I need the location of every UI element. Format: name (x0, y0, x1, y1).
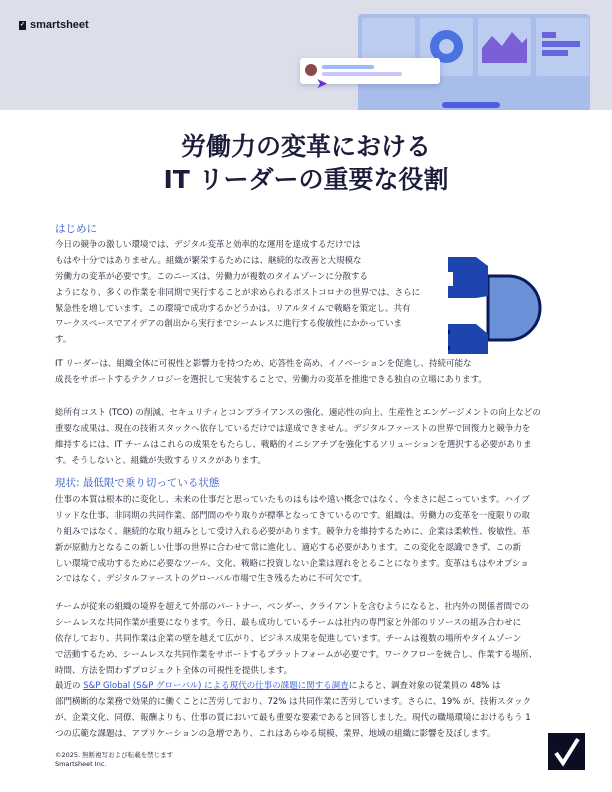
footer: ©2025. 無断複写および転載を禁じます Smartsheet Inc. (55, 751, 174, 768)
paragraph: IT リーダーは、組織全体に可視性と影響力を持つため、応答性を高め、イノベーションを促進し、持続可能な 成長をサポートするテクノロジーを選択して実装することで、労働力の変革を推進できる独自の立場にあります。 (55, 359, 487, 385)
sp-global-survey-link[interactable]: S&P Global (S&P グローバル) による現代の仕事の課題に関する調査 (83, 681, 349, 692)
plug-illustration (448, 244, 548, 354)
checkmark-icon: ✓ (19, 21, 26, 28)
section-heading-status: 現状: 最低限で乗り切っている状態 (55, 477, 220, 489)
section-heading-intro: はじめに (55, 223, 97, 235)
paragraph: 今日の競争の激しい環境では、デジタル変革と効率的な運用を達成するだけでは もはや十分ではありません。組織が繁栄するためには、継続的な改善と大規模な 労働力の変革が必要です。このニーズは、労働力が複数のタイムゾーンに分散する ようになり、多くの作業を非同期で実行することが求められるポストコロナの世界では、さらに 緊急性を増しています。この環境で成功するかどうかは、リアルタイムで戦略を策定し、共有 ワークスペースでアイデアの創出から実行までシームレスに進行する俊敏性にかかっていま す。 (55, 240, 421, 346)
smartsheet-logo: ✓ smartsheet (19, 19, 89, 31)
paragraph: チームが従来の組織の境界を超えて外部のパートナー、ベンダー、クライアントを含むようになると、社内外の関係者間での シームレスな共同作業が重要になります。今日、最も成功しているチームは社内の専門家と外部のリソースの組み合わせに 依存しており、共同作業は企業の壁を越えて広がり、ビジネス成果を促進しています。チームは複数の場所やタイムゾーン で活動するため、シームレスな共同作業をサポートするプラットフォームが必要です。ワークフローを統合し、作業する場所、 時間、方法を問わずプロジェクト全体の可視性を提供します。 最近の S&P Global (S&P グローバル) による現代の仕事の課題に関する調査によると、調査対象の従業員の 48% は 部門横断的な業務で効果的に働くことに苦労しており、72% は共同作業に苦労しています。さらに、19% が、技術スタック が、企業文化、同僚、報酬よりも、仕事の質において最も重要な要素であると回答しました。現代の職場環境におけるもう 1 つの広範な課題は、アプリケーションの急増であり、これはあらゆる規模、業界、地域の組織に影響を及ぼします。 (55, 602, 538, 740)
page-title: 労働力の変革における IT リーダーの重要な役割 (163, 132, 449, 194)
smartsheet-check-logo (548, 733, 585, 770)
paragraph: 仕事の本質は根本的に変化し、未来の仕事だと思っていたものはもはや遠い概念ではなく、今まさに起こっています。ハイブ リッドな仕事、非同期の共同作業、部門間のやり取りが標準となってきているのです。組織は、労働力の変革を一度限りの取 り組みではなく、継続的な取り組みとして受け入れる必要があります。競争力を維持するために、企業は柔軟性、俊敏性、革 新が原動力となるこの新しい仕事の世界に合わせて常に進化し、適応する必要があります。この変化を認識できず、この新 しい環境で成功するために必要なツール、文化、戦略に投資しない企業は遅れをとることになります。変革はもはやオプショ ンではなく、デジタルファーストのグローバル市場で生き残るために不可欠です。 (55, 495, 531, 585)
paragraph: 総所有コスト (TCO) の削減、セキュリティとコンプライアンスの強化、適応性の向上、生産性とエンゲージメントの向上などの 重要な成果は、現在の技術スタックへ依存しているだけでは達成できません。デジタルファーストの世界で回復力と競争力を 維持するには、IT チームはこれらの成果をもたらし、戦略的イニシアチブを強化するソリューションを選択する必要がありま す。そうしないと、組織が失敗するリスクがあります。 (55, 408, 541, 466)
comment-popup (300, 58, 440, 92)
cursor-icon: ➤ (316, 76, 328, 92)
header-banner (0, 0, 612, 110)
